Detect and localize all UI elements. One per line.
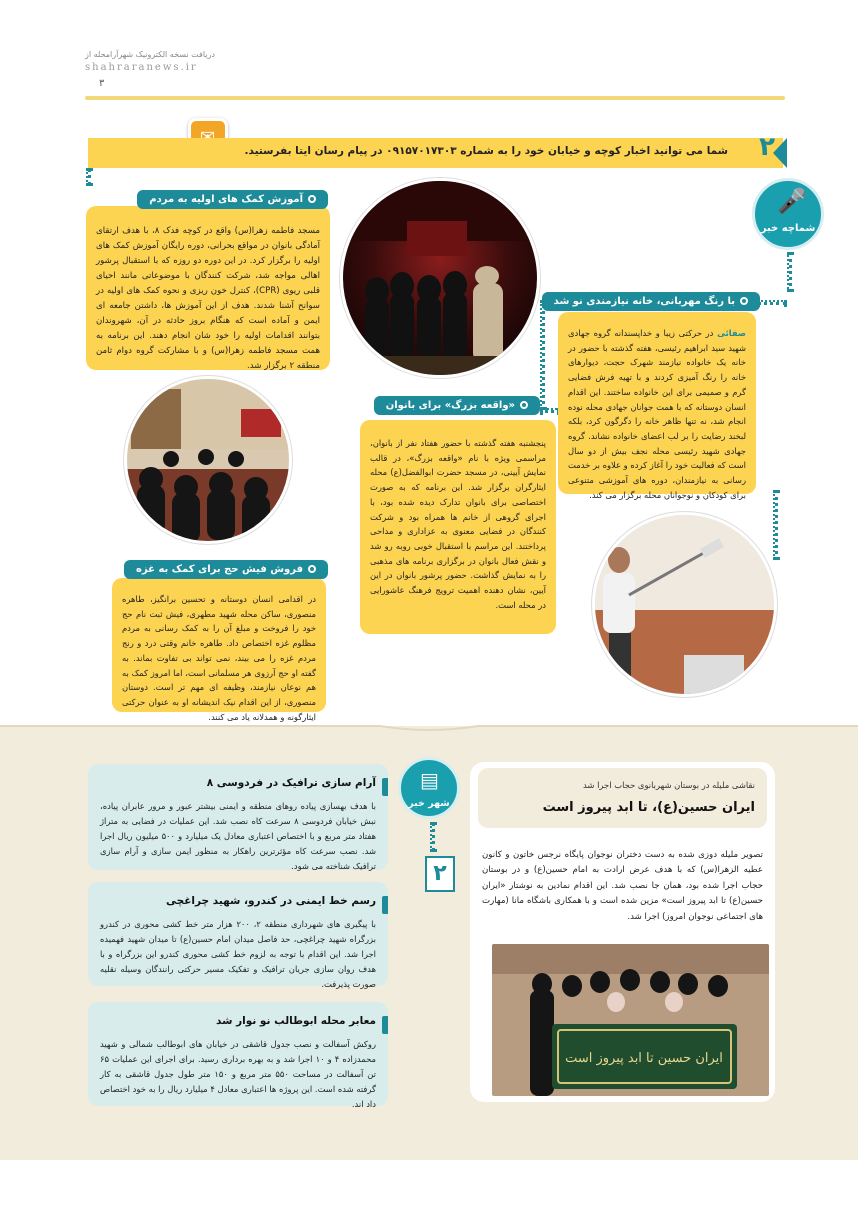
- hajj-card: [112, 578, 326, 722]
- hajj-body: در اقدامی انسان دوستانه و تحسین برانگیز، طاهره منصوری، ساکن محله شهید مطهری، فیش ثبت نام حج خود را فروخت و مبلغ آن را به کمک رسانی به مردم مظلوم غزه اختصاص داد. طاهره خانم وقتی درد و رنج مردم غزه را می بیند، نمی تواند بی تفاوت بماند. به گفته او حج آرزوی هر مسلمانی است، اما امروز کمک به هم نوعان نیازمند، وظیفه ای مهم تر است. دوستان منصوری، از این اقدام نیک اندیشانه او به عنوان حرکتی ایثارگونه و همدلانه یاد می کنند.: [122, 594, 316, 722]
- feature-header: [478, 768, 767, 828]
- charity-title-tab: [542, 292, 760, 311]
- mourning-title-tab: [374, 396, 540, 415]
- tips-banner: [88, 132, 783, 168]
- mourning-photo-figures: [340, 181, 537, 378]
- news-accent: [382, 778, 388, 796]
- feature-photo: [492, 944, 769, 1096]
- bullet-icon: [520, 401, 528, 409]
- city-news-label: شهر خبر: [408, 798, 450, 809]
- mourning-card: [360, 420, 556, 634]
- connector: [430, 822, 435, 852]
- news-body: با پیگیری های شهرداری منطقه ۲، ۲۰۰ هزار متر خط کشی محوری در کندرو بزرگراه شهید چراغچی، حد فاصل میدان امام حسین(ع) تا میدان شهید فهمیده اجرا شد. این اقدام با توجه به لزوم خط کشی محوری کندرو این بزرگراه و با هدف روان سازی جریان ترافیک و تفکیک مسیر حرکتی رانندگان وسیله نقلیه صورت پذیرفت.: [100, 918, 376, 990]
- first-aid-photo: [124, 376, 292, 544]
- connector: [540, 408, 560, 413]
- city-news-number: ۲: [425, 856, 455, 892]
- painting-photo-scene: [592, 515, 774, 697]
- charity-author: صفائی: [717, 328, 746, 338]
- masthead-note: دریافت نسخه الکترونیک شهرآرامحله از: [85, 50, 215, 59]
- news-body: روکش آسفالت و نصب جدول قاشقی در خیابان های ابوطالب شمالی و شهید محمدزاده ۴ و ۱۰ اجرا شد و به بهره برداری رسید. برای اجرای این عملیات ۶۵ تن آسفالت در مساحت ۵۵۰ متر مربع و ۱۵۰ متر طول جدول قاشقی به کار گرفته شده است. این پروژه ها اعتباری معادل ۴ میلیارد ریال را به خود اختصاص داد اند.: [100, 1038, 376, 1110]
- city-news-badge: [398, 757, 460, 819]
- feature-photo-scene: [492, 944, 769, 1096]
- connector: [540, 300, 545, 410]
- first-aid-card: [86, 206, 330, 370]
- section-divider: [0, 720, 858, 734]
- first-aid-title-tab: [137, 190, 328, 209]
- first-aid-body: مسجد فاطمه زهرا(س) واقع در کوچه فدک ۸، با هدف ارتقای آمادگی بانوان در مواقع بحرانی، دوره رایگان آموزش کمک های اولیه را برگزار کرد. در این دوره دو روزه که با استقبال پرشور اهالی مواجه شد، شرکت کنندگان با موضوعاتی مانند احیای قلبی ریوی (CPR)، کنترل خون ریزی و نحوه کمک های اولیه در سوانح آشنا شدند. هدف از این آموزش ها، داشتن جامعه ای ایمن و آماده است که هنگام بروز حادثه در آن، شهروندان بتوانند اقدامات اولیه را خود شان انجام دهند. این برنامه به همت مسجد فاطمه زهرا(س) و با مشارکت گروه دوام ثامن منطقه ۲ برگزار شد.: [96, 226, 320, 372]
- banner-text: شما می توانید اخبار کوچه و خیابان خود را به شماره ۰۹۱۵۷۰۱۷۳۰۳ در پیام رسان ایتا بفرستید.: [244, 145, 728, 157]
- newspaper-icon: ▤: [420, 768, 439, 792]
- news-title: آرام سازی ترافیک در فردوسی ۸: [206, 777, 376, 789]
- feature-title: ایران حسین(ع)، تا ابد پیروز است: [542, 800, 755, 815]
- section-number: ۲: [759, 132, 775, 162]
- news-item: [88, 764, 388, 870]
- banner-arrow: [773, 138, 787, 168]
- first-aid-photo-scene: [124, 379, 289, 544]
- news-accent: [382, 1016, 388, 1034]
- charity-body: در حرکتی زیبا و خداپسندانه گروه جهادی شهید سید ابراهیم رئیسی، هفته گذشته با حضور در خانه یک خانواده نیازمند شهرک حجت، دیوارهای خانه را رنگ آمیزی کردند و با تهیه فرش فضایی گرم و صمیمی برای این خانواده ساختند. این اقدام انسان دوستانه که با همت جوانان جهادی محله نوده انجام شد، نه تنها ظاهر خانه را دگرگون کرد، بلکه لبخند رضایت را بر لب اعضای خانواده نشاند. گروه جهادی شهید رئیسی محله نجف بیش از دو سال است که فعالیت خود را آغاز کرده و علاوه بر خدمت رسانی به نیازمندان، دوره های آموزشی متنوعی برای کودکان و نوجوانان محله برگزار می کند.: [568, 328, 746, 500]
- feature-banner-text: ایران حسین تا ابد پیروز است: [565, 1051, 723, 1066]
- news-accent: [382, 896, 388, 914]
- painting-photo: [592, 512, 777, 697]
- section-badge-label: شماچه خبر: [760, 223, 816, 234]
- mourning-title: «واقعه بزرگ» برای بانوان: [385, 400, 515, 411]
- masthead-site[interactable]: shahraranews.ir: [85, 62, 198, 73]
- microphone-icon: 🎤: [777, 187, 807, 215]
- connector: [773, 490, 778, 560]
- charity-card: [558, 312, 756, 500]
- news-item: [88, 1002, 388, 1110]
- connector: [86, 168, 91, 186]
- bullet-icon: [740, 297, 748, 305]
- first-aid-title: آموزش کمک های اولیه به مردم: [149, 194, 303, 205]
- charity-title: با رنگ مهربانی، خانه نیازمندی نو شد: [553, 296, 735, 307]
- connector: [787, 252, 792, 292]
- news-title: معابر محله ابوطالب نو نوار شد: [216, 1015, 376, 1027]
- masthead-rule: [85, 96, 785, 100]
- page-number: ۳: [99, 78, 105, 89]
- feature-article: [470, 762, 775, 1102]
- news-title: رسم خط ایمنی در کندرو، شهید چراغچی: [166, 895, 376, 907]
- hajj-title-tab: [124, 560, 328, 579]
- charity-body-wrap: [568, 320, 746, 502]
- bullet-icon: [308, 195, 316, 203]
- section-badge: [752, 178, 824, 250]
- masthead: [85, 50, 785, 100]
- mourning-photo: [340, 178, 540, 378]
- feature-kicker: نقاشی ملیله در بوستان شهربانوی حجاب اجرا شد: [583, 780, 755, 790]
- news-body: با هدف بهسازی پیاده روهای منطقه و ایمنی بیشتر عبور و مرور عابران پیاده، نبش خیابان فردوسی ۸ سرعت کاه نصب شد. این عملیات در فضایی به متراژ هفتاد متر مربع و با اختصاص اعتباری معادل یک میلیارد و ۵۰۰ میلیون ریال اجرا شد. نصب سرعت کاه مؤثرترین راهکار به منظور ایمن سازی و آرام سازی ترافیک شناخته می شود.: [100, 800, 376, 872]
- feature-body: تصویر ملیله دوزی شده به دست دختران نوجوان پایگاه نرجس خاتون و کانون عطیه الزهرا(س) که با هدف عرض ارادت به امام حسین(ع) و در بوستان حجاب اجرا شده بود، همان جا نصب شد. این اقدام نمادین به نوشتار «ایران حسین(ع) تا ابد پیروز است» مزین شده است و با همکاری باشگاه مانا (مهارت های اجتماعی نوجوان امروز) اجرا شد.: [482, 850, 763, 922]
- hajj-title: فروش فیش حج برای کمک به غزه: [136, 564, 303, 575]
- mourning-body: پنجشنبه هفته گذشته با حضور هفتاد نفر از بانوان، مراسمی ویژه با نام «واقعه بزرگ»، در قالب نمایش آیینی، در مسجد حضرت ابوالفضل(ع) محله ایثارگران برگزار شد. این برنامه که به صورت اختصاصی برای بانوان تدارک دیده شده بود، با اجرای گروهی از خانم ها همراه بود و شرکت کنندگان در فضایی معنوی به عزاداری و مداحی پرداختند. این مراسم با استقبال خوبی روبه رو شد و نقش فعال بانوان در برگزاری برنامه های مذهبی را به نمایش گذاشت. حضور پرشور بانوان در این آیین، نشان دهنده اهمیت ترویج فرهنگ عاشورایی در محله است.: [370, 438, 546, 610]
- bullet-icon: [308, 565, 316, 573]
- connector: [757, 300, 787, 305]
- news-item: [88, 882, 388, 990]
